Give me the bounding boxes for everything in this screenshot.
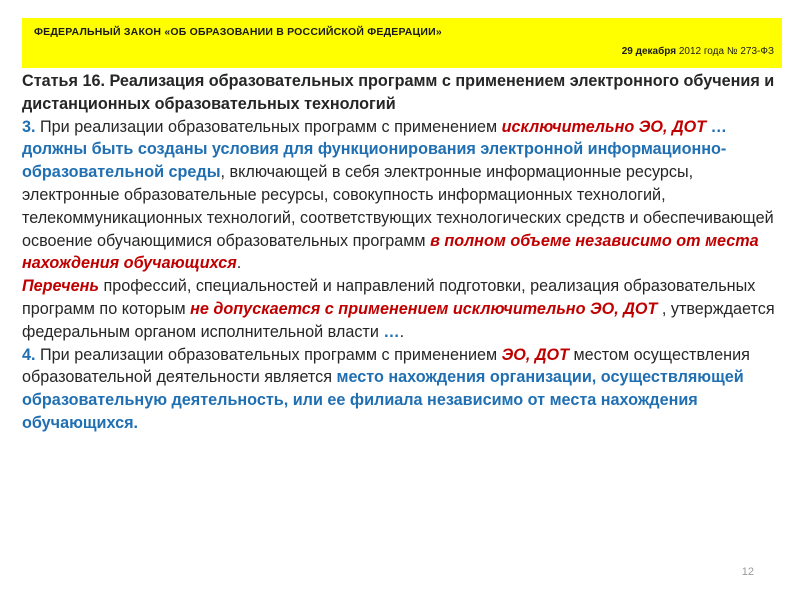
text: , утверждается федеральным органом исполнительной власти <box>22 299 775 341</box>
law-title <box>34 26 442 38</box>
page-number: 12 <box>741 566 754 578</box>
text: При реализации образовательных программ с применением <box>35 345 502 364</box>
highlight-red: ЭО, ДОТ <box>501 345 570 364</box>
highlight-red: Перечень <box>22 277 99 296</box>
law-title-suffix: » <box>435 26 442 38</box>
article-heading: Статья 16. Реализация образовательных программ с применением электронного обучения и дистанционных образовательных технологий <box>22 72 775 113</box>
text: , включающей в себя электронные информационные ресурсы, электронные образовательные ресурсы, совокупность информационных технологий, телекоммуникационных технологий, соответствующих технологических средств и обеспечивающей освоение обучающимися образовательных программ <box>22 163 774 250</box>
text: местом осуществления образовательной деятельности является <box>22 345 750 387</box>
text: . <box>399 322 405 341</box>
law-date <box>622 46 774 57</box>
law-title-prefix: ФЕДЕРАЛЬНЫЙ ЗАКОН « <box>34 26 171 38</box>
paragraph-3 <box>22 116 778 276</box>
text: При реализации образовательных программ с применением <box>35 117 502 136</box>
highlight-blue: … <box>383 322 400 341</box>
paragraph-number: 3. <box>22 117 36 136</box>
header-banner <box>22 18 782 68</box>
text: профессий, специальностей и направлений подготовки, реализация образовательных программ по которым <box>22 277 756 318</box>
highlight-blue: место нахождения организации, осуществляющей образовательную деятельность, или ее филиала независимо от места нахождения обучающихся. <box>22 368 744 432</box>
paragraph-3-list <box>22 275 778 343</box>
text: . <box>236 254 242 273</box>
paragraph-number: 4. <box>22 345 36 364</box>
law-date-day: 29 декабря <box>621 46 677 57</box>
highlight-blue: … должны быть созданы условия для функционирования электронной информационно-образовательной среды <box>22 117 727 182</box>
paragraph-4 <box>22 344 778 435</box>
law-title-main: ОБ ОБРАЗОВАНИИ В РОССИЙСКОЙ ФЕДЕРАЦИИ <box>170 26 436 38</box>
highlight-red: в полном объеме независимо от места нахождения обучающихся <box>22 231 759 273</box>
article-body <box>22 70 778 435</box>
highlight-red: исключительно ЭО, ДОТ <box>501 117 707 136</box>
law-date-rest: 2012 года № 273-ФЗ <box>676 46 774 57</box>
highlight-red: не допускается с применением исключительно ЭО, ДОТ <box>190 299 658 318</box>
